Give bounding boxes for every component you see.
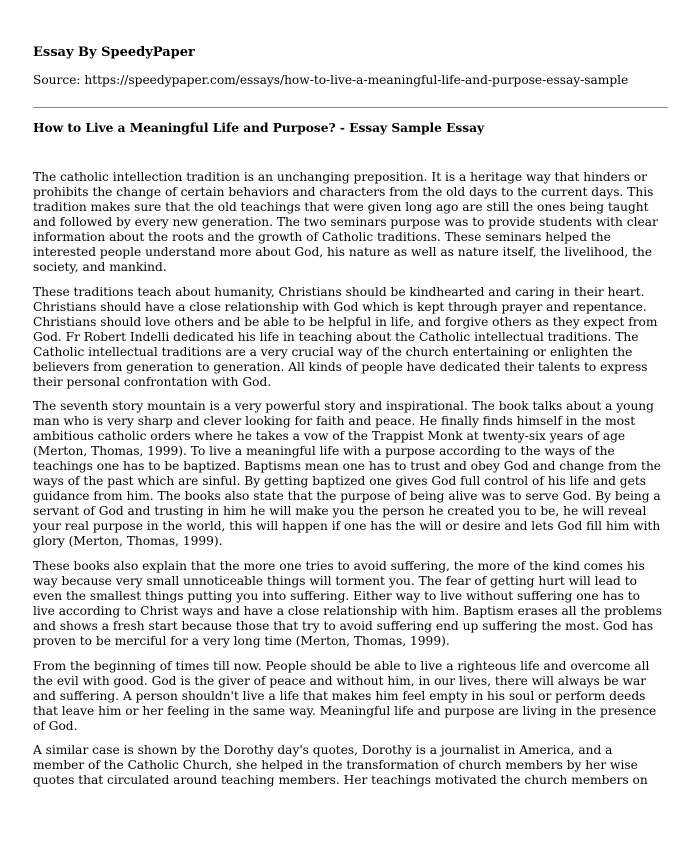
paragraph: These books also explain that the more one tries to avoid suffering, the more of the kind comes his way because very small unnoticeable things will torment you. The fear of getting hurt will lead to even the smallest things putting you into suffering. Either way to live without suffering one has to live according to Christ ways and have a close relationship with him. Baptism erases all the problems and shows a fresh start because those that try to avoid suffering end up suffering the most. God has proven to be merciful for a very long time (Merton, Thomas, 1999). [33,559,662,649]
brand-heading: Essay By SpeedyPaper [33,45,195,60]
essay-title: How to Live a Meaningful Life and Purpose? - Essay Sample Essay [33,121,485,135]
paragraph: The catholic intellection tradition is an unchanging preposition. It is a heritage way that hinders or prohibits the change of certain behaviors and characters from the old days to the current days. This tradition makes sure that the old teachings that were given long ago are still the ones being taught and followed by every new generation. The two seminars purpose was to provide students with clear information about the roots and the growth of Catholic traditions. These seminars helped the interested people understand more about God, his nature as well as nature itself, the livelihood, the society, and mankind. [33,170,658,274]
header-divider [33,107,668,108]
paragraph: From the beginning of times till now. People should be able to live a righteous life and overcome all the evil with good. God is the giver of peace and without him, in our lives, there will always be war and suffering. A person shouldn't live a life that makes him feel empty in his soul or perform deeds that leave him or her feeling in the same way. Meaningful life and purpose are living in the presence of God. [33,658,657,733]
paragraph: The seventh story mountain is a very powerful story and inspirational. The book talks about a young man who is very sharp and clever looking for faith and peace. He finally finds himself in the most ambitious catholic orders where he takes a vow of the Trappist Monk at twenty-six years of age (Merton, Thomas, 1999). To live a meaningful life with a purpose according to the ways of the teachings one has to be baptized. Baptisms mean one has to trust and obey God and change from the ways of the past which are sinful. By getting baptized one gives God full control of his life and gets guidance from him. The books also state that the purpose of being alive was to serve God. By being a servant of God and trusting in him he will make you the person he created you to be, he will reveal your real purpose in the world, this will happen if one has the will or desire and lets God fill him with glory (Merton, Thomas, 1999). [33,399,662,549]
essay-body [33,170,665,798]
source-line [33,73,673,88]
paragraph: A similar case is shown by the Dorothy day's quotes, Dorothy is a journalist in America, and a member of the Catholic Church, she helped in the transformation of church members by her wise quotes that circulated around teaching members. Her teachings motivated the church members on [33,743,648,788]
source-label: Source: [33,73,85,87]
source-url[interactable]: https://speedypaper.com/essays/how-to-live-a-meaningful-life-and-purpose-essay-sample [84,73,629,87]
paragraph: These traditions teach about humanity, Christians should be kindhearted and caring in their heart. Christians should have a close relationship with God which is kept through prayer and repentance. Christians should love others and be able to be helpful in life, and forgive others as they expect from God. Fr Robert Indelli dedicated his life in teaching about the Catholic intellectual traditions. The Catholic intellectual traditions are a very crucial way of the church entertaining or enlighten the believers from generation to generation. All kinds of people have dedicated their talents to express their personal confrontation with God. [33,284,658,389]
